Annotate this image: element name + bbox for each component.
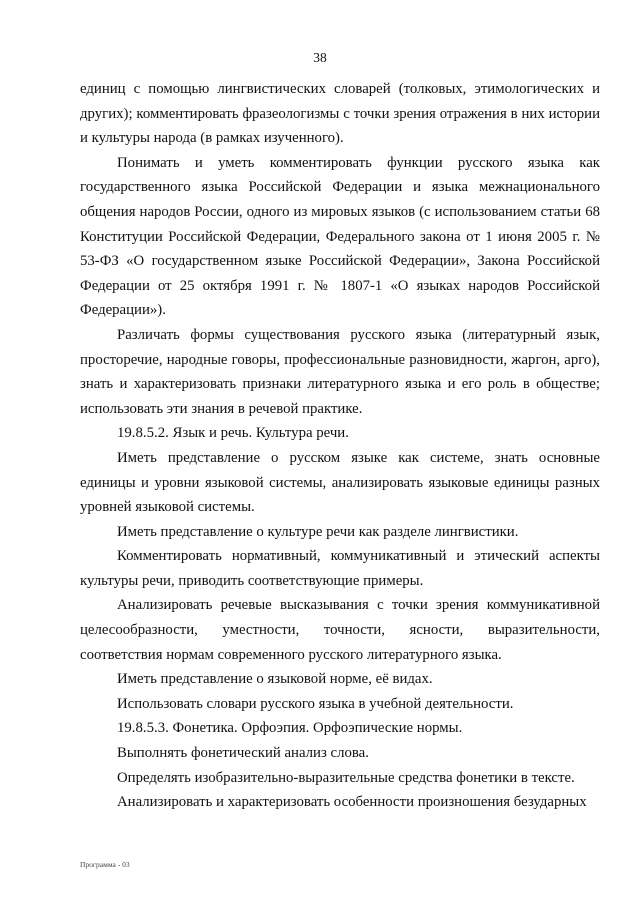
paragraph-8: Анализировать речевые высказывания с точки зрения коммуникативной целесообразности, уместности, точности, ясности, выразительности, соответствия нормам современного русского литературного языка. [80,597,600,663]
paragraph-9: Иметь представление о языковой норме, её видах. [117,671,433,688]
paragraph-13: Определять изобразительно-выразительные средства фонетики в тексте. [117,769,575,786]
section-heading-19-8-5-3: 19.8.5.3. Фонетика. Орфоэпия. Орфоэпические нормы. [117,720,463,737]
paragraph-10: Использовать словари русского языка в учебной деятельности. [117,695,514,712]
page-number: 38 [313,50,327,65]
paragraph-14: Анализировать и характеризовать особенности произношения безударных [117,794,587,811]
paragraph-12: Выполнять фонетический анализ слова. [117,745,369,762]
paragraph-3: Различать формы существования русского языка (литературный язык, просторечие, народные говоры, профессиональные разновидности, жаргон, арго), знать и характеризовать признаки литературного языка и его роль в обществе; использовать эти знания в речевой практике. [80,326,600,417]
page-footer: Программа - 03 [80,860,130,869]
paragraph-7: Комментировать нормативный, коммуникативный и этический аспекты культуры речи, приводить соответствующие примеры. [80,548,600,589]
paragraph-5: Иметь представление о русском языке как системе, знать основные единицы и уровни языковой системы, анализировать языковые единицы разных уровней языковой системы. [80,449,600,516]
paragraph-1: единиц с помощью лингвистических словарей (толковых, этимологических и других); комментировать фразеологизмы с точки зрения отражения в них истории и культуры народа (в рамках изученного). [80,81,600,147]
paragraph-6: Иметь представление о культуре речи как разделе лингвистики. [117,523,519,540]
section-heading-19-8-5-2: 19.8.5.2. Язык и речь. Культура речи. [117,425,349,442]
paragraph-2: Понимать и уметь комментировать функции русского языка как государственного языка Российской Федерации и языка межнационального общения народов России, одного из мировых языков (с использованием статьи 68 Конституции Российской Федерации, Федерального закона от 1 июня 2005 г. № 53-ФЗ «О государственном языке Российской Федерации», Закона Российской Федерации от 25 октября 1991 г. № 1807-1 «О языках народов Российской Федерации»). [80,154,600,319]
body-text [80,77,600,815]
